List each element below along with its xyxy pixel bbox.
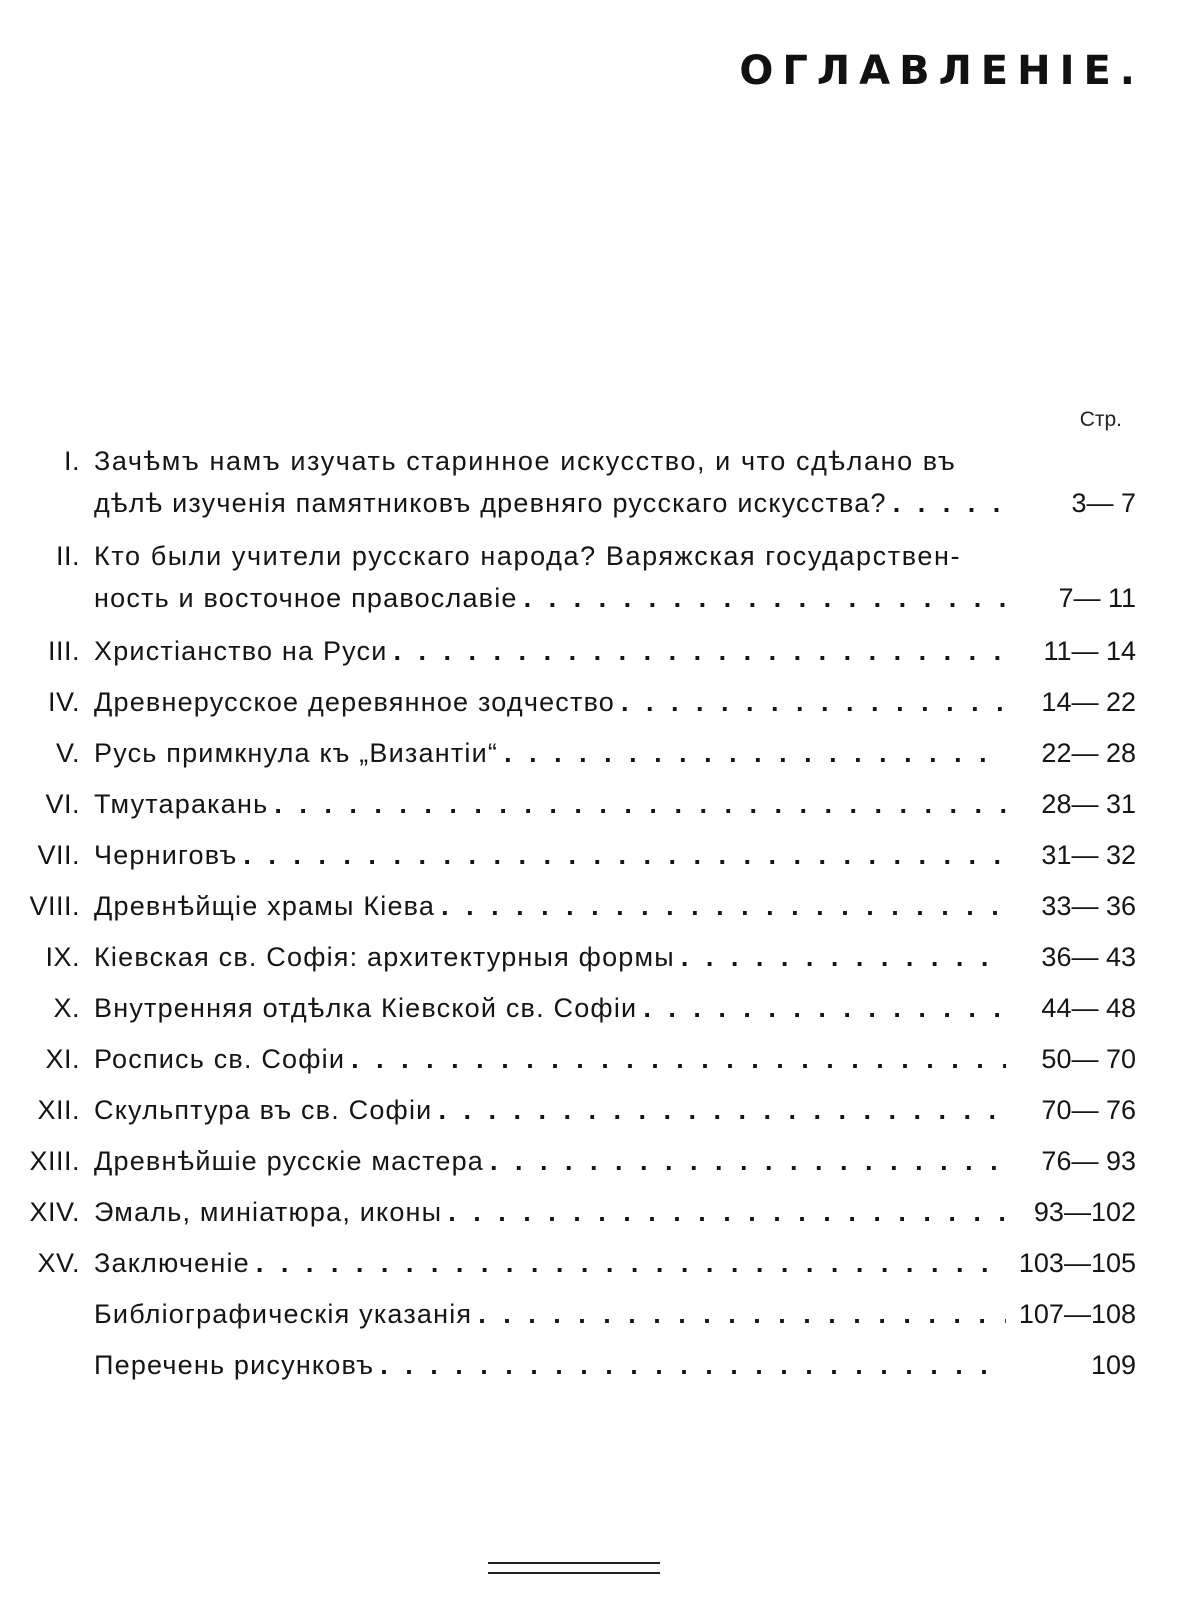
toc-entry-title: Внутренняя отдѣлка Кіевской св. Софіи (94, 993, 638, 1023)
toc-entry-pages: 28— 31 (1041, 789, 1136, 819)
toc-entry-pages: 103—105 (1018, 1248, 1136, 1278)
toc-entry-numeral: IV. (47, 687, 80, 717)
toc-entry-title: Роспись св. Софіи (94, 1044, 346, 1074)
toc-entry-pages: 107—108 (1018, 1299, 1136, 1329)
toc-entry-title: Черниговъ (94, 840, 238, 870)
toc-entry-pages: 109 (1090, 1350, 1136, 1380)
dot-leader (637, 987, 1006, 1029)
toc-entry[interactable] (0, 681, 1180, 732)
toc-entry-numeral: X. (53, 993, 80, 1023)
toc-entry-title: Кто были учители русскаго народа? Варяжская государствен- (94, 541, 962, 571)
table-of-contents (0, 440, 1180, 1395)
toc-entry-numeral: VI. (45, 789, 80, 819)
toc-entry[interactable] (0, 630, 1180, 681)
toc-entry-pages: 70— 76 (1041, 1095, 1136, 1125)
toc-entry-title: Перечень рисунковъ (94, 1350, 375, 1380)
toc-entry-title: Заключеніе (94, 1248, 250, 1278)
toc-entry-title: Скульптура въ св. Софіи (94, 1095, 433, 1125)
toc-entry-body (94, 535, 1006, 619)
toc-entry[interactable] (0, 1089, 1180, 1140)
toc-entry-pages: 93—102 (1033, 1197, 1136, 1227)
toc-entry[interactable] (0, 783, 1180, 834)
toc-entry-numeral: XV. (37, 1248, 80, 1278)
toc-entry-body (94, 1038, 1006, 1080)
toc-entry-body (94, 681, 1006, 723)
toc-entry[interactable] (0, 885, 1180, 936)
toc-entry[interactable] (0, 1140, 1180, 1191)
toc-entry-pages: 36— 43 (1041, 942, 1136, 972)
toc-entry-numeral: XIII. (29, 1146, 80, 1176)
double-rule-divider (488, 1562, 660, 1574)
toc-entry[interactable] (0, 1242, 1180, 1293)
dot-leader (374, 1344, 1006, 1386)
dot-leader (345, 1038, 1006, 1080)
dot-leader (435, 885, 1006, 927)
toc-entry[interactable] (0, 1344, 1180, 1395)
toc-entry-body (94, 1191, 1006, 1233)
toc-entry-body (94, 1089, 1006, 1131)
toc-entry-pages: 14— 22 (1041, 687, 1136, 717)
toc-entry-numeral: III. (47, 636, 80, 666)
dot-leader (432, 1089, 1006, 1131)
toc-entry[interactable] (0, 732, 1180, 783)
toc-entry-body (94, 783, 1006, 825)
toc-entry-numeral: V. (55, 738, 80, 768)
toc-entry-body (94, 732, 1006, 774)
toc-entry-numeral: XI. (45, 1044, 80, 1074)
toc-entry-body (94, 936, 1006, 978)
dot-leader (484, 1140, 1006, 1182)
toc-entry[interactable] (0, 535, 1180, 630)
dot-leader (887, 482, 1006, 524)
toc-entry-pages: 31— 32 (1041, 840, 1136, 870)
toc-entry[interactable] (0, 1293, 1180, 1344)
toc-entry-title: Эмаль, миніатюра, иконы (94, 1197, 443, 1227)
toc-entry-body (94, 987, 1006, 1029)
toc-entry[interactable] (0, 1191, 1180, 1242)
toc-entry-body (94, 1344, 1006, 1386)
toc-entry-numeral: VIII. (29, 891, 80, 921)
toc-entry-numeral: VII. (37, 840, 80, 870)
toc-entry-body (94, 1242, 1006, 1284)
toc-entry[interactable] (0, 440, 1180, 535)
toc-entry-pages: 44— 48 (1041, 993, 1136, 1023)
toc-entry-title: дѣлѣ изученія памятниковъ древняго русскаго искусства? (94, 488, 887, 518)
toc-entry-pages: 7— 11 (1058, 583, 1136, 613)
toc-entry-title: Русь примкнула къ „Византіи“ (94, 738, 499, 768)
toc-entry-title: Древнѣйщіе храмы Кіева (94, 891, 436, 921)
toc-entry-title: Зачѣмъ намъ изучать старинное искусство, и что сдѣлано въ (94, 446, 957, 476)
toc-entry-body (94, 440, 1006, 524)
dot-leader (388, 630, 1006, 672)
toc-entry-pages: 76— 93 (1041, 1146, 1136, 1176)
dot-leader (615, 681, 1006, 723)
toc-entry-pages: 3— 7 (1071, 488, 1136, 518)
toc-entry[interactable] (0, 1038, 1180, 1089)
toc-entry-title: Христіанство на Руси (94, 636, 388, 666)
dot-leader (250, 1242, 1006, 1284)
toc-entry-body (94, 885, 1006, 927)
toc-entry-title: Библіографическія указанія (94, 1299, 473, 1329)
toc-entry-numeral: IX. (45, 942, 80, 972)
dot-leader (518, 577, 1006, 619)
dot-leader (442, 1191, 1006, 1233)
toc-entry-numeral: XIV. (29, 1197, 80, 1227)
toc-entry-title: Тмутаракань (94, 789, 269, 819)
toc-entry-pages: 11— 14 (1043, 636, 1136, 666)
toc-entry-title: Древнерусское деревянное зодчество (94, 687, 616, 717)
toc-entry[interactable] (0, 987, 1180, 1038)
toc-entry-pages: 33— 36 (1041, 891, 1136, 921)
page-title: ОГЛАВЛЕНІЕ. (739, 48, 1144, 94)
toc-entry-pages: 22— 28 (1041, 738, 1136, 768)
toc-entry-body (94, 1140, 1006, 1182)
dot-leader (498, 732, 1006, 774)
dot-leader (472, 1293, 1006, 1335)
toc-entry-title: Кіевская св. Софія: архитектурныя формы (94, 942, 675, 972)
toc-entry-numeral: XII. (37, 1095, 80, 1125)
toc-entry-title: ность и восточное православіе (94, 583, 518, 613)
toc-entry-body (94, 834, 1006, 876)
toc-entry-numeral: II. (55, 541, 80, 571)
toc-entry-body (94, 1293, 1006, 1335)
dot-leader (675, 936, 1006, 978)
dot-leader (237, 834, 1006, 876)
page-column-header: Стр. (1079, 408, 1122, 431)
toc-entry[interactable] (0, 936, 1180, 987)
toc-entry-body (94, 630, 1006, 672)
toc-entry-title: Древнѣйшіе русскіе мастера (94, 1146, 485, 1176)
dot-leader (268, 783, 1006, 825)
toc-entry[interactable] (0, 834, 1180, 885)
toc-entry-numeral: I. (63, 446, 80, 476)
toc-entry-pages: 50— 70 (1041, 1044, 1136, 1074)
